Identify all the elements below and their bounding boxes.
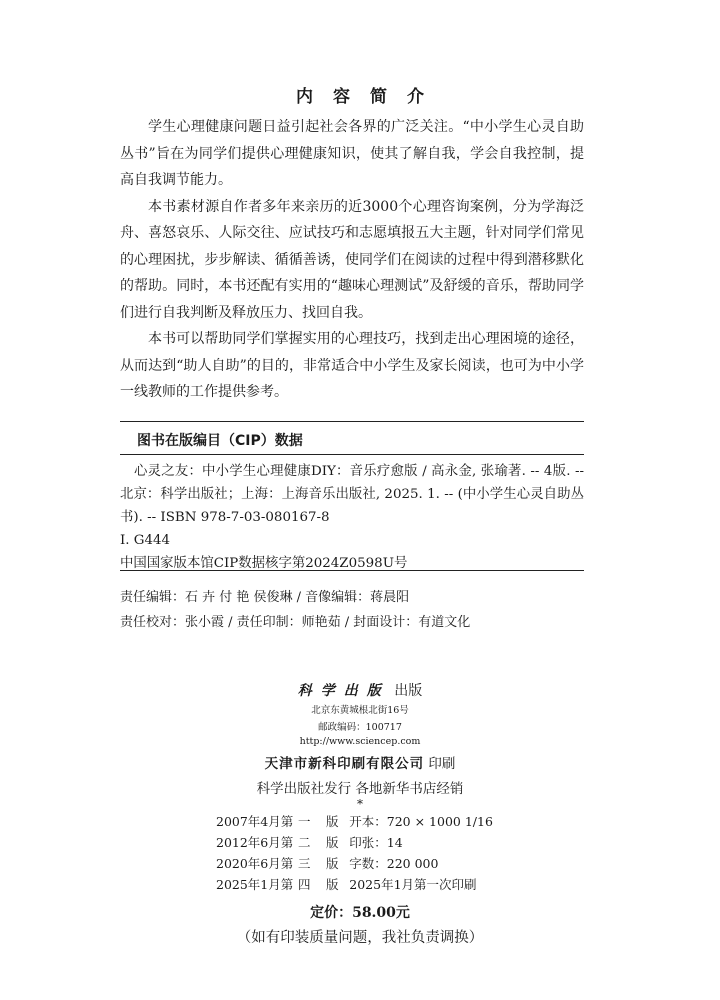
publisher-postcode: 邮政编码：100717 (318, 722, 402, 733)
edition-date: 2007年4月第 (216, 813, 294, 829)
cip-body (120, 460, 584, 575)
edition-unit: 版 (326, 813, 339, 829)
edition-row (216, 873, 493, 894)
publisher-website: http://www.sciencep.com (299, 736, 421, 747)
intro-paragraph-3: 本书可以帮助同学们掌握实用的心理技巧，找到走出心理困境的途径，从而达到“助人自助”的目的，非常适合中小学生及家长阅读，也可为中小学一线教师的工作提供参考。 (120, 331, 584, 400)
edition-row (216, 831, 493, 852)
edition-date: 2012年6月第 (216, 834, 294, 850)
printer-line (0, 752, 720, 772)
separator-star: * (357, 797, 363, 811)
printer-suffix: 印刷 (428, 756, 456, 772)
credits-line-2: 责任校对：张小霞 / 责任印制：师艳茹 / 封面设计：有道文化 (120, 615, 471, 630)
edition-spec: 印张：14 (349, 834, 403, 850)
edition-num: 四 (298, 876, 311, 892)
price: 定价：58.00元 (310, 905, 410, 921)
distribution-line: 科学出版社发行 各地新华书店经销 (256, 781, 464, 797)
quality-notice: （如有印装质量问题，我社负责调换） (236, 930, 484, 946)
cip-title: 图书在版编目（CIP）数据 (137, 433, 303, 449)
publisher-suffix: 出版 (394, 683, 423, 699)
edition-table (216, 810, 493, 894)
edition-spec: 开本：720 × 1000 1/16 (349, 813, 493, 829)
edition-row (216, 810, 493, 831)
printer-name: 天津市新科印刷有限公司 (264, 756, 425, 772)
edition-date: 2020年6月第 (216, 855, 294, 871)
publisher-name: 科学出版 (297, 683, 390, 699)
publisher-line (0, 680, 720, 700)
edition-unit: 版 (326, 855, 339, 871)
edition-num: 二 (298, 834, 311, 850)
cip-title-rule (120, 454, 584, 455)
credits-line-1: 责任编辑：石 卉 付 艳 侯俊琳 / 音像编辑：蒋晨阳 (120, 590, 410, 605)
edition-spec: 字数：220 000 (349, 855, 439, 871)
intro-paragraph-2: 本书素材源自作者多年来亲历的近3000个心理咨询案例，分为学海泛舟、喜怒哀乐、人际交往、应试技巧和志愿填报五大主题，针对同学们常见的心理困扰，步步解读、循循善诱，使同学们在阅读的过程中得到潜移默化的帮助。同时，本书还配有实用的“趣味心理测试”及舒缓的音乐，帮助同学们进行自我判断及释放压力、找回自我。 (120, 198, 584, 321)
intro-title: 内容简介 (296, 87, 444, 107)
edition-num: 三 (298, 855, 311, 871)
edition-date: 2025年1月第 (216, 876, 294, 892)
edition-spec: 2025年1月第一次印刷 (349, 876, 477, 892)
intro-paragraph-1: 学生心理健康问题日益引起社会各界的广泛关注。“中小学生心灵自助丛书”旨在为同学们提供心理健康知识，使其了解自我，学会自我控制，提高自我调节能力。 (120, 119, 584, 188)
cip-classification: Ⅰ. G444 (120, 533, 171, 548)
edition-row (216, 852, 493, 873)
edition-unit: 版 (326, 876, 339, 892)
edition-unit: 版 (326, 834, 339, 850)
publisher-address: 北京东黄城根北街16号 (311, 705, 409, 716)
intro-text (120, 114, 584, 406)
cip-top-rule (120, 421, 584, 422)
cip-entry: 心灵之友：中小学生心理健康DIY：音乐疗愈版 / 高永金, 张瑜著. -- 4版. -- 北京：科学出版社；上海：上海音乐出版社, 2025. 1. -- (中小学生心灵自助丛书). -- ISBN 978-7-03-080167-8 (120, 464, 584, 525)
cip-bottom-rule (120, 570, 584, 571)
cip-record-number: 中国国家版本馆CIP数据核字第2024Z0598U号 (120, 556, 408, 571)
edition-num: 一 (298, 813, 311, 829)
